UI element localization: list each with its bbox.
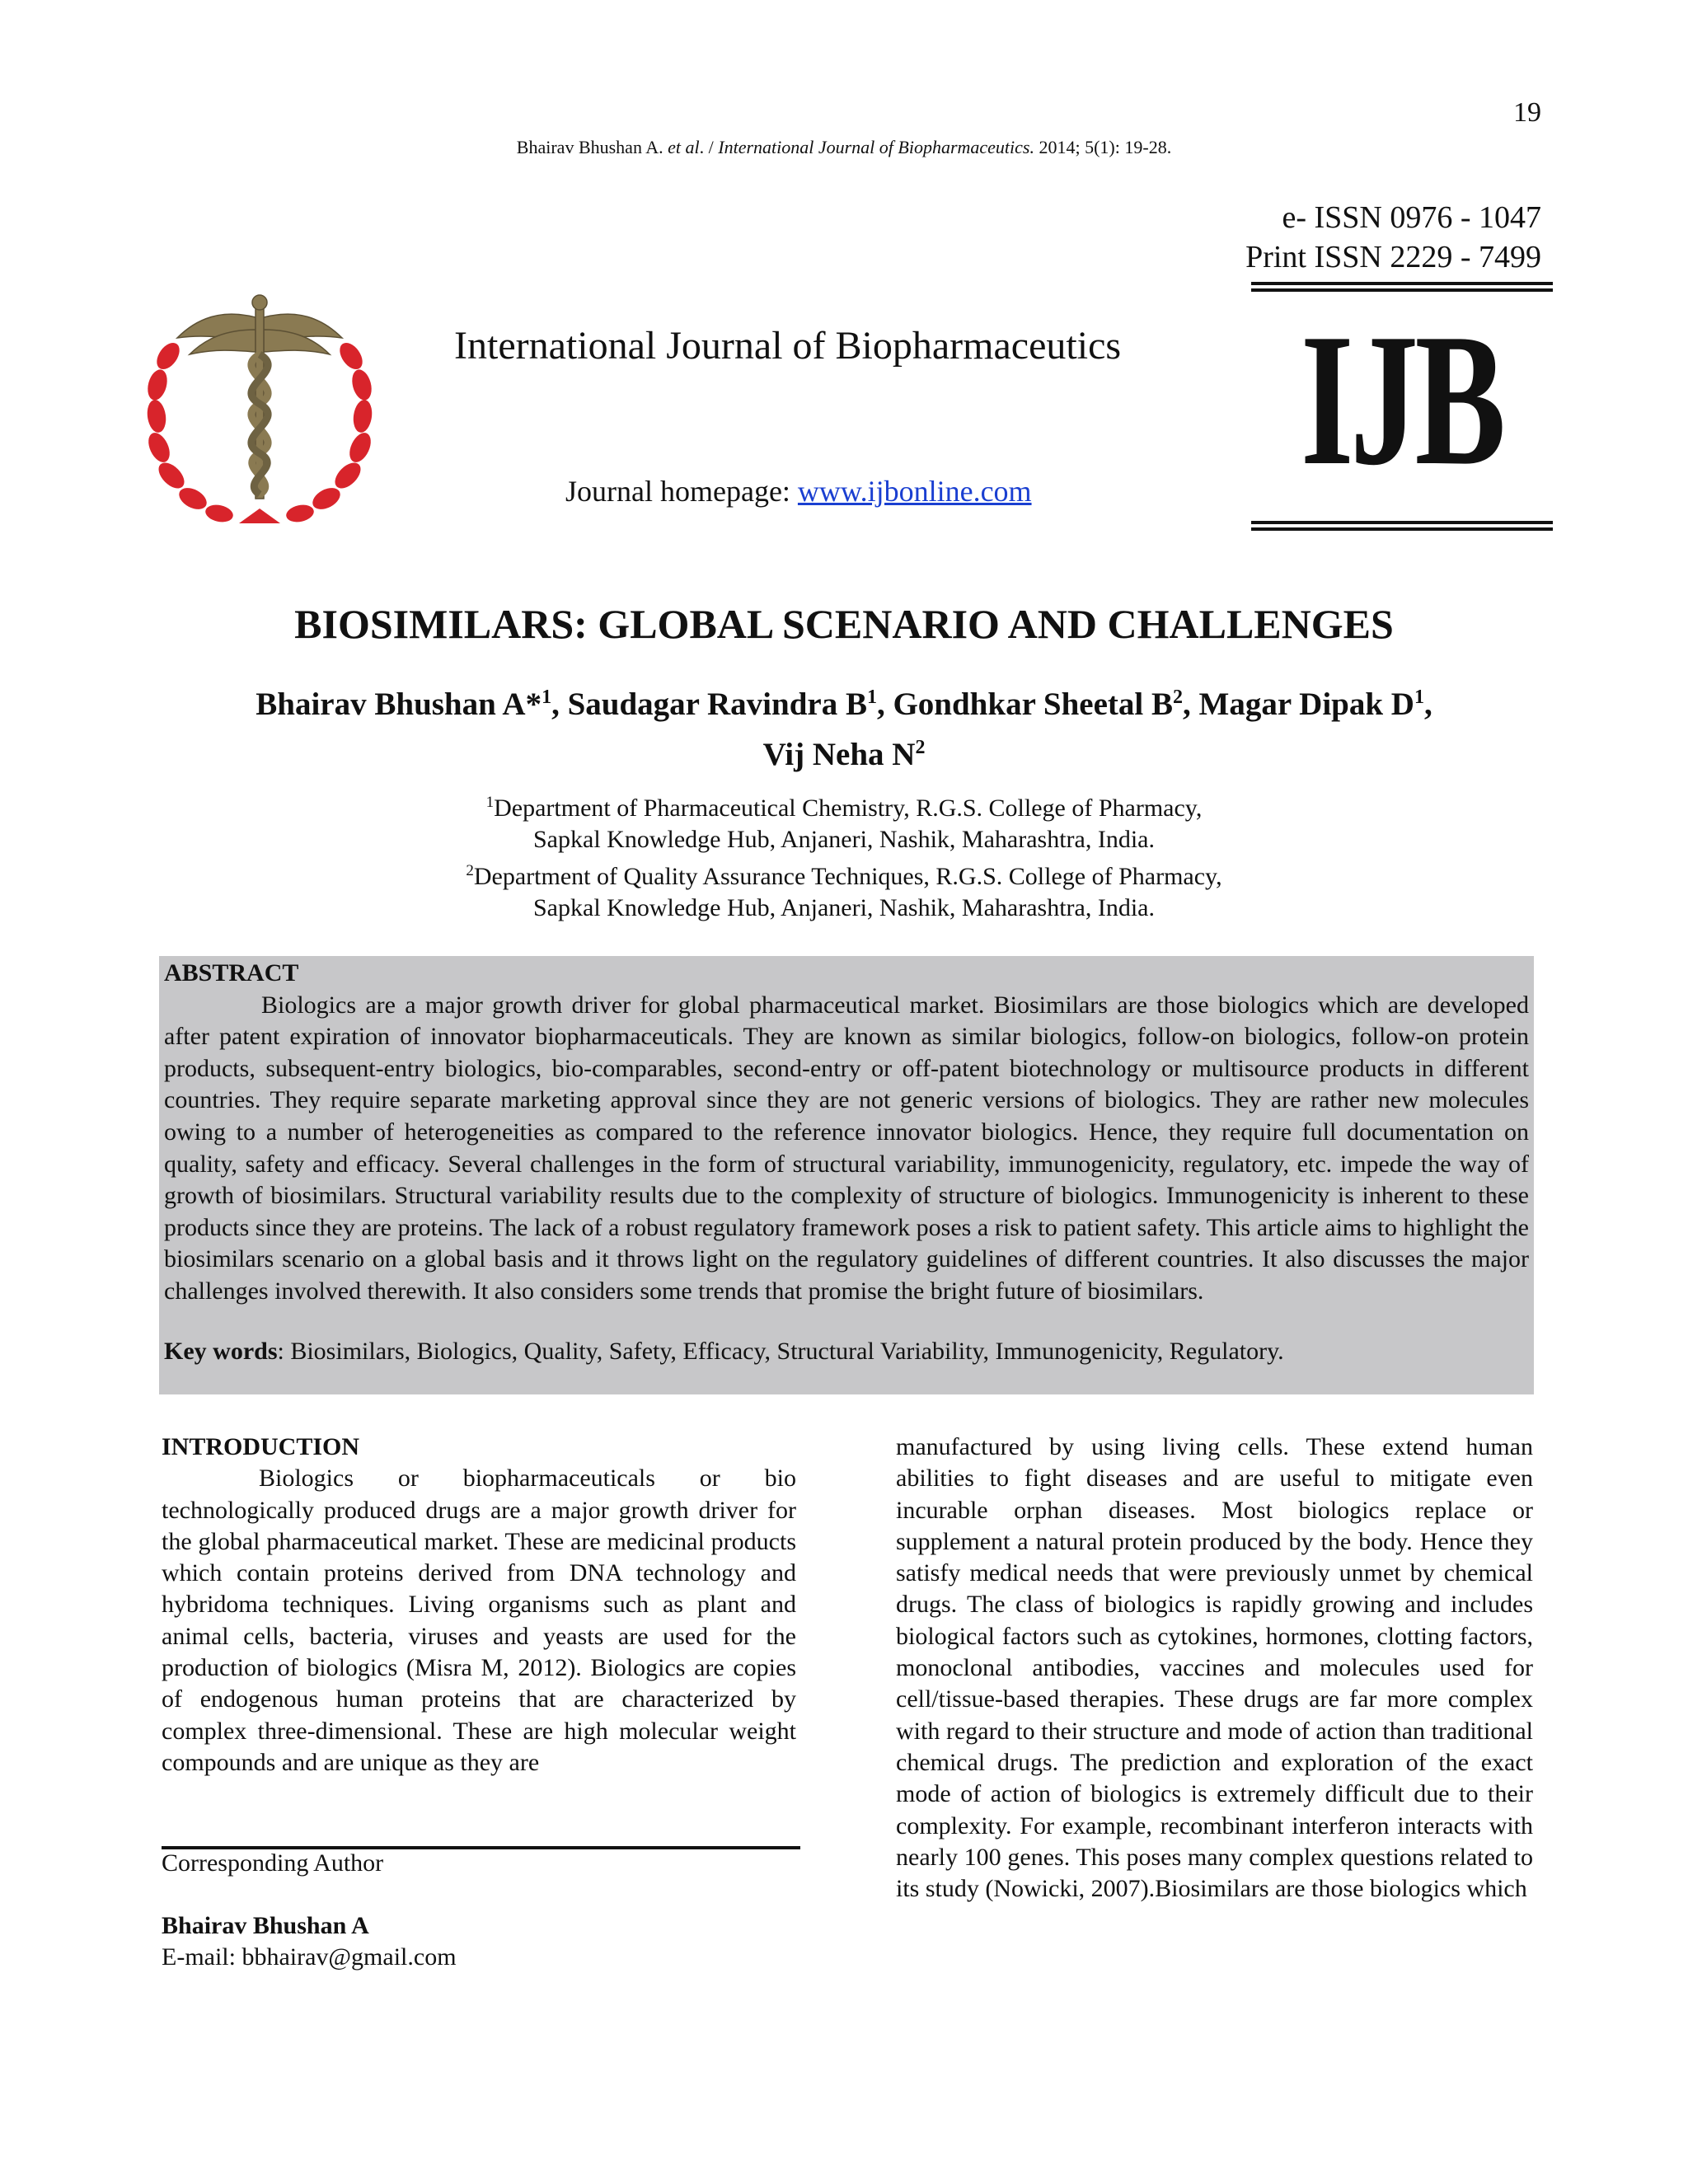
journal-homepage: [565, 474, 1032, 509]
author-sep: ,: [876, 687, 893, 722]
affiliation-1-sup: 1: [485, 794, 495, 811]
running-header: [0, 137, 1688, 158]
author-2-sup: 1: [866, 687, 877, 708]
abstract-text: Biologics are a major growth driver for global pharmaceutical market. Biosimilars are those biologics which are developed after patent expiration of innovator biopharmaceuticals. They are known as similar biologics, follow-on biologics, follow-on protein products, subsequent-entry biologics, bio-comparables, second-entry or off-patent biotechnology or multisource products in different countries. They require separate marketing approval since they are not generic versions of biologics. They are rather new molecules owing to a number of heterogeneities as compared to the reference innovator biologics. Hence, they require full documentation on quality, safety and efficacy. Several challenges in the form of structural variability, immunogenicity, regulatory, etc. impede the way of growth of biosimilars. Structural variability results due to the complexity of structure of biologics. Immunogenicity is inherent to these products since they are proteins. The lack of a robust regulatory framework poses a risk to patient safety. This article aims to highlight the biosimilars scenario on a global basis and it throws light on the regulatory guidelines of different countries. It also discusses the major challenges involved therewith. It also considers some trends that promise the bright future of biosimilars.: [164, 991, 1529, 1305]
corresponding-email[interactable]: E-mail: bbhairav@gmail.com: [162, 1943, 457, 1971]
affiliation-2-text: Department of Quality Assurance Techniques, R.G.S. College of Pharmacy,: [473, 863, 1222, 890]
running-sep: . /: [699, 137, 719, 157]
affiliation-1-line-2: Sapkal Knowledge Hub, Anjaneri, Nashik, Maharashtra, India.: [533, 826, 1155, 853]
author-4-sup: 1: [1414, 687, 1424, 708]
abstract-box: [159, 956, 1534, 1394]
author-5: Vij Neha N: [762, 737, 916, 772]
article-title: BIOSIMILARS: GLOBAL SCENARIO AND CHALLENGES: [294, 601, 1394, 647]
body-column-left: [162, 1432, 796, 1779]
keywords-label: Key words: [164, 1337, 278, 1365]
authors-line-1: [0, 676, 1688, 726]
header-rule-bottom: [1251, 521, 1553, 531]
running-citation: 2014; 5(1): 19-28.: [1034, 137, 1172, 157]
homepage-link[interactable]: www.ijbonline.com: [797, 475, 1032, 508]
author-sep: ,: [551, 687, 568, 722]
running-authors: Bhairav Bhushan A.: [516, 137, 663, 157]
intro-paragraph-left: Biologics or biopharmaceuticals or bio technologically produced drugs are a major growth driver for the global pharmaceutical market. These are medicinal products which contain proteins derived from DNA technology and hybridoma techniques. Living organisms such as plant and animal cells, bacteria, viruses and yeasts are used for the production of biologics (Misra M, 2012). Biologics are copies of endogenous human proteins that are characterized by complex three-dimensional. These are high molecular weight compounds and are unique as they are: [162, 1465, 796, 1776]
intro-paragraph-right: manufactured by using living cells. These extend human abilities to fight diseases and are useful to mitigate even incurable orphan diseases. Most biologics replace or supplement a natural protein produced by the body. Hence they satisfy medical needs that were previously unmet by chemical drugs. The class of biologics is rapidly growing and includes biological factors such as cytokines, hormones, clotting factors, monoclonal antibodies, vaccines and molecules used for cell/tissue-based therapies. These drugs are far more complex with regard to their structure and mode of action than traditional chemical drugs. The prediction and exploration of the exact mode of action of biologics is extremely difficult due to their complexity. For example, recombinant interferon interacts with nearly 100 genes. This poses many complex questions related to its study (Nowicki, 2007).Biosimilars are those biologics which: [896, 1433, 1533, 1903]
corresponding-author: [162, 1848, 457, 1973]
abstract-heading: ABSTRACT: [164, 959, 299, 987]
section-heading-introduction: INTRODUCTION: [162, 1433, 360, 1460]
author-3: Gondhkar Sheetal B: [893, 687, 1174, 722]
affiliation-2-sup: 2: [466, 862, 474, 879]
corresponding-name: Bhairav Bhushan A: [162, 1912, 369, 1939]
header-rule-top: [1251, 282, 1553, 292]
running-journal: International Journal of Biopharmaceutics.: [718, 137, 1034, 157]
author-3-sup: 2: [1173, 687, 1184, 708]
author-1-sup: 1: [542, 687, 552, 708]
author-5-sup: 2: [915, 737, 926, 758]
page-number: 19: [1513, 97, 1541, 128]
author-sep: ,: [1423, 687, 1432, 722]
caduceus-logo-icon: [132, 293, 387, 532]
journal-title: International Journal of Biopharmaceutics: [454, 324, 1122, 368]
running-etal: et al: [668, 137, 700, 157]
affiliation-1-text: Department of Pharmaceutical Chemistry, R.G.S. College of Pharmacy,: [494, 794, 1203, 822]
affiliations: [0, 787, 1688, 924]
author-4: Magar Dipak D: [1198, 687, 1414, 722]
affiliation-2-line-1: [0, 855, 1688, 893]
affiliation-1-line-1: [0, 787, 1688, 824]
author-2: Saudagar Ravindra B: [567, 687, 867, 722]
affiliation-2-line-2: Sapkal Knowledge Hub, Anjaneri, Nashik, Maharashtra, India.: [533, 894, 1155, 921]
author-1: Bhairav Bhushan A*: [256, 687, 542, 722]
body-column-right: [896, 1432, 1533, 1905]
issn-block: [1245, 198, 1541, 277]
journal-acronym: IJB: [1301, 294, 1503, 504]
author-sep: ,: [1183, 687, 1199, 722]
authors: [0, 676, 1688, 776]
print-issn: Print ISSN 2229 - 7499: [1245, 240, 1541, 274]
keywords: [164, 1336, 1529, 1368]
homepage-label: Journal homepage:: [565, 475, 798, 508]
eissn: e- ISSN 0976 - 1047: [1282, 200, 1541, 235]
keywords-list: : Biosimilars, Biologics, Quality, Safety, Efficacy, Structural Variability, Immunogenicity, Regulatory.: [277, 1337, 1284, 1365]
authors-line-2: [0, 726, 1688, 776]
corresponding-label: Corresponding Author: [162, 1849, 384, 1877]
